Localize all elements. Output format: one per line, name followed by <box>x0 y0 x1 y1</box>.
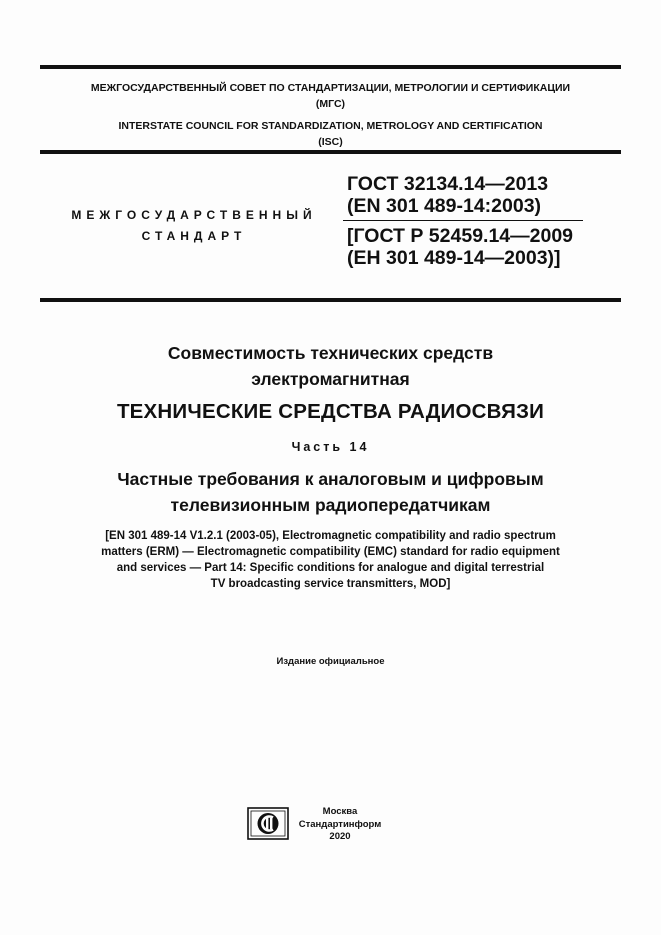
council-name-en: INTERSTATE COUNCIL FOR STANDARDIZATION, METROLOGY AND CERTIFICATION <box>118 120 543 132</box>
international-reference <box>0 528 661 592</box>
council-abbr-en: (ISC) <box>318 136 343 148</box>
eh-code: (ЕН 301 489-14—2003)] <box>347 247 561 269</box>
standard-kind-line2: СТАНДАРТ <box>141 229 247 243</box>
intl-ref-line3: and services — Part 14: Specific conditions for analogue and digital terrestrial <box>116 562 545 574</box>
title-general <box>0 340 661 392</box>
title-sub-line1: Частные требования к аналоговым и цифровым <box>117 469 544 489</box>
intl-ref-line4: TV broadcasting service transmitters, MOD] <box>210 578 451 590</box>
council-name-ru: МЕЖГОСУДАРСТВЕННЫЙ СОВЕТ ПО СТАНДАРТИЗАЦИИ, МЕТРОЛОГИИ И СЕРТИФИКАЦИИ <box>90 82 571 94</box>
title-sub <box>0 466 661 518</box>
publisher-city: Москва <box>322 806 358 817</box>
en-code: (EN 301 489-14:2003) <box>347 195 542 217</box>
standartinform-logo-icon <box>247 807 289 840</box>
standard-kind-line1: МЕЖГОСУДАРСТВЕННЫЙ <box>71 208 317 222</box>
code-rule <box>40 298 621 302</box>
part-label: Часть 14 <box>291 440 370 454</box>
publisher-name: Стандартинформ <box>298 818 382 830</box>
title-main: ТЕХНИЧЕСКИЕ СРЕДСТВА РАДИОСВЯЗИ <box>116 400 545 423</box>
intl-ref-line1: [EN 301 489-14 V1.2.1 (2003-05), Electromagnetic compatibility and radio spectrum <box>105 530 556 542</box>
title-sub-line2: телевизионным радиопередатчикам <box>170 495 491 515</box>
council-abbr-ru: (МГС) <box>315 98 346 110</box>
title-general-line1: Совместимость технических средств <box>167 343 494 363</box>
standard-kind <box>60 205 328 247</box>
council-header <box>40 80 621 150</box>
code-divider <box>343 220 583 221</box>
publisher-block <box>296 806 384 844</box>
intl-ref-line2: matters (ERM) — Electromagnetic compatibility (EMC) standard for radio equipment <box>101 546 560 558</box>
top-rule <box>40 65 621 69</box>
header-rule <box>40 150 621 154</box>
gost-code: ГОСТ 32134.14—2013 <box>347 173 549 195</box>
title-general-line2: электромагнитная <box>251 369 410 389</box>
publisher-year: 2020 <box>329 831 351 842</box>
edition-label: Издание официальное <box>276 656 385 667</box>
gost-r-code: [ГОСТ Р 52459.14—2009 <box>347 225 574 247</box>
